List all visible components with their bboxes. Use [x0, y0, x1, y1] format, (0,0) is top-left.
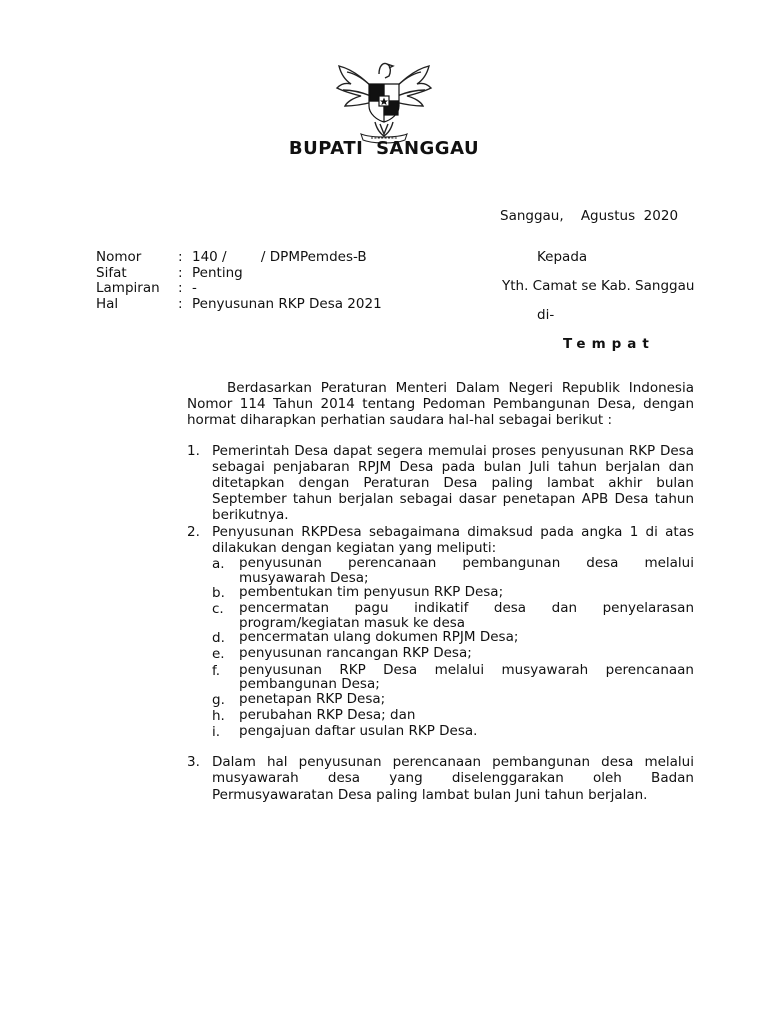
- sub-text: pencermatan pagu indikatif desa dan penyelarasan program/kegiatan masuk ke desa: [239, 600, 694, 631]
- sub-letter: g.: [212, 691, 225, 708]
- sub-letter: h.: [212, 707, 225, 724]
- letter-meta: [96, 250, 382, 312]
- meta-row-nomor: [96, 250, 382, 266]
- meta-label: Sifat: [96, 264, 127, 281]
- point-text: Dalam hal penyusunan perencanaan pembangunan desa melalui musyawarah desa yang diselenggarakan oleh Badan Permusyawaratan Desa paling lambat bulan Juni tahun berjalan.: [212, 754, 694, 803]
- meta-colon: :: [178, 280, 183, 296]
- meta-row-sifat: [96, 266, 382, 282]
- sub-letter: a.: [212, 556, 225, 573]
- intro-paragraph: Berdasarkan Peraturan Menteri Dalam Negeri Republik Indonesia Nomor 114 Tahun 2014 tentang Pedoman Pembangunan Desa, dengan hormat diharapkan perhatian saudara hal-hal sebagai berikut :: [187, 380, 694, 429]
- meta-label: Lampiran: [96, 280, 160, 296]
- letter-heading: BUPATI SANGGAU: [288, 138, 480, 159]
- sub-list-item: [212, 692, 694, 708]
- sub-letter: d.: [212, 630, 225, 647]
- sub-list-item: [212, 556, 694, 585]
- sub-text: pembentukan tim penyusun RKP Desa;: [239, 584, 504, 601]
- place-date: Sanggau, Agustus 2020: [500, 208, 679, 224]
- meta-value: -: [192, 280, 197, 296]
- list-spacer: [187, 740, 694, 754]
- sub-list-item: [212, 630, 694, 646]
- meta-colon: :: [178, 295, 183, 312]
- meta-value: Penyusunan RKP Desa 2021: [192, 295, 382, 312]
- meta-colon: :: [178, 249, 183, 265]
- point-number: 1.: [187, 442, 200, 459]
- sub-letter: i.: [212, 724, 221, 741]
- sub-letter: c.: [212, 601, 224, 618]
- meta-value: Penting: [192, 264, 243, 281]
- sub-list-item: [212, 601, 694, 630]
- sub-text: penyusunan rancangan RKP Desa;: [239, 645, 472, 662]
- sub-text: pengajuan daftar usulan RKP Desa.: [239, 723, 478, 740]
- sub-list-item: [212, 708, 694, 724]
- meta-colon: :: [178, 264, 183, 281]
- point-number: 3.: [187, 754, 200, 771]
- list-item: [187, 524, 694, 741]
- sub-list-item: [212, 646, 694, 662]
- list-item: [187, 754, 694, 803]
- sub-letter: f.: [212, 662, 221, 679]
- recipient-tempat: Tempat: [563, 336, 655, 352]
- sub-list-item: [212, 724, 694, 740]
- sub-list-item: [212, 585, 694, 601]
- letter-body: [187, 380, 694, 803]
- sub-letter: e.: [212, 646, 225, 663]
- meta-label: Nomor: [96, 249, 142, 265]
- points-list: [187, 443, 694, 803]
- sub-text: pencermatan ulang dokumen RPJM Desa;: [239, 629, 519, 646]
- sub-list: [212, 556, 694, 740]
- recipient-name: Yth. Camat se Kab. Sanggau: [502, 278, 695, 294]
- point-text: Pemerintah Desa dapat segera memulai proses penyusunan RKP Desa sebagai penjabaran RPJM Desa pada bulan Juli tahun berjalan dan ditetapkan dengan Peraturan Desa paling lambat akhir bulan September tahun berjalan sebagai dasar penetapan APB Desa tahun berikutnya.: [212, 442, 694, 524]
- sub-text: penetapan RKP Desa;: [239, 690, 386, 707]
- meta-value: 140 / / DPMPemdes-B: [192, 249, 367, 265]
- sub-text: penyusunan RKP Desa melalui musyawarah perencanaan pembangunan Desa;: [239, 661, 694, 693]
- meta-row-hal: [96, 297, 382, 313]
- list-item: [187, 443, 694, 524]
- point-number: 2.: [187, 523, 200, 540]
- recipient-kepada: Kepada: [537, 249, 588, 265]
- sub-list-item: [212, 663, 694, 692]
- meta-row-lampiran: [96, 281, 382, 297]
- sub-text: penyusunan perencanaan pembangunan desa melalui musyawarah Desa;: [239, 555, 694, 586]
- recipient-di: di-: [537, 307, 555, 323]
- sub-text: perubahan RKP Desa; dan: [239, 706, 416, 723]
- point-text: Penyusunan RKPDesa sebagaimana dimaksud pada angka 1 di atas dilakukan dengan kegiatan yang meliputi:: [212, 523, 694, 556]
- sub-letter: b.: [212, 585, 225, 602]
- garuda-emblem-icon: [333, 52, 435, 146]
- meta-label: Hal: [96, 295, 119, 312]
